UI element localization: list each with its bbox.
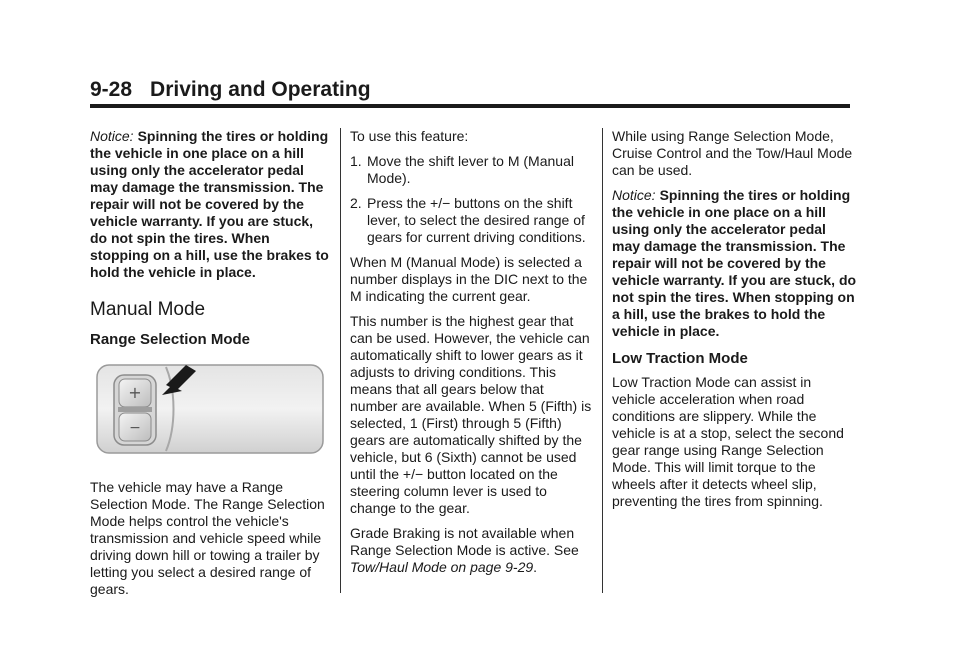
low-traction-description: Low Traction Mode can assist in vehicle acceleration when road conditions are slippery. While the vehicle is at a stop, select the second gear range using Range Selection Mode. This will limit torque to the wheels after it detects wheel slip, preventing the tires from spinning. <box>612 374 844 509</box>
range-selection-description: The vehicle may have a Range Selection Mode. The Range Selection Mode helps control the vehicle's transmission and vehicle speed while driving down hill or towing a trailer by letting you select a desired range of gears. <box>90 479 325 597</box>
minus-label: − <box>129 420 141 436</box>
notice-label: Notice: <box>90 128 134 144</box>
section-title: Driving and Operating <box>150 78 371 101</box>
steps-list <box>350 153 595 246</box>
column-right <box>612 128 857 518</box>
heading-low-traction-mode: Low Traction Mode <box>612 350 748 367</box>
column-divider <box>602 128 603 593</box>
range-selection-cruise-paragraph: While using Range Selection Mode, Cruise Control and the Tow/Haul Mode can be used. <box>612 128 853 178</box>
page-number: 9-28 <box>90 78 133 101</box>
column-middle <box>350 128 595 584</box>
shift-lever-illustration <box>96 361 324 457</box>
notice-label: Notice: <box>612 187 656 203</box>
heading-range-selection-mode: Range Selection Mode <box>90 331 251 348</box>
notice-paragraph <box>612 187 857 340</box>
manual-mode-paragraph: When M (Manual Mode) is selected a number displays in the DIC next to the M indicating the current gear. <box>350 254 588 304</box>
list-item: 1. Move the shift lever to M (Manual Mode). <box>350 153 574 186</box>
notice-text: Spinning the tires or holding the vehicle in one place on a hill using only the accelerator pedal may damage the transmission. The repair will not be covered by the vehicle warranty. If you are stuck, do not spin the tires. When stopping on a hill, use the brakes to hold the vehicle in place. <box>612 187 857 339</box>
notice-text: Spinning the tires or holding the vehicle in one place on a hill using only the accelerator pedal may damage the transmission. The repair will not be covered by the vehicle warranty. If you are stuck, do not spin the tires. When stopping on a hill, use the brakes to hold the vehicle in place. <box>90 128 329 280</box>
column-divider <box>340 128 341 593</box>
list-item: 2. Press the +/− buttons on the shift lever, to select the desired range of gears for current driving conditions. <box>350 195 586 245</box>
shift-lever-drawing <box>96 361 324 457</box>
tow-haul-reference-link[interactable]: Tow/Haul Mode on page 9-29 <box>350 559 534 575</box>
notice-paragraph <box>90 128 330 281</box>
heading-manual-mode: Manual Mode <box>90 299 206 320</box>
column-left <box>90 128 330 606</box>
grade-braking-paragraph: Grade Braking is not available when Range Selection Mode is active. See Tow/Haul Mode on page 9-29. <box>350 525 579 575</box>
page-header <box>90 78 371 102</box>
highest-gear-paragraph: This number is the highest gear that can be used. However, the vehicle can automatically shift to lower gears as it adjusts to driving conditions. This means that all gears below that number are available. When 5 (Fifth) is selected, 1 (First) through 5 (Fifth) gears are automatically shifted by the vehicle, but 6 (Sixth) cannot be used until the +/− button located on the steering column lever is used to change to the gear. <box>350 313 592 516</box>
header-rule <box>90 104 850 108</box>
feature-intro: To use this feature: <box>350 128 469 144</box>
plus-label: + <box>128 383 142 402</box>
